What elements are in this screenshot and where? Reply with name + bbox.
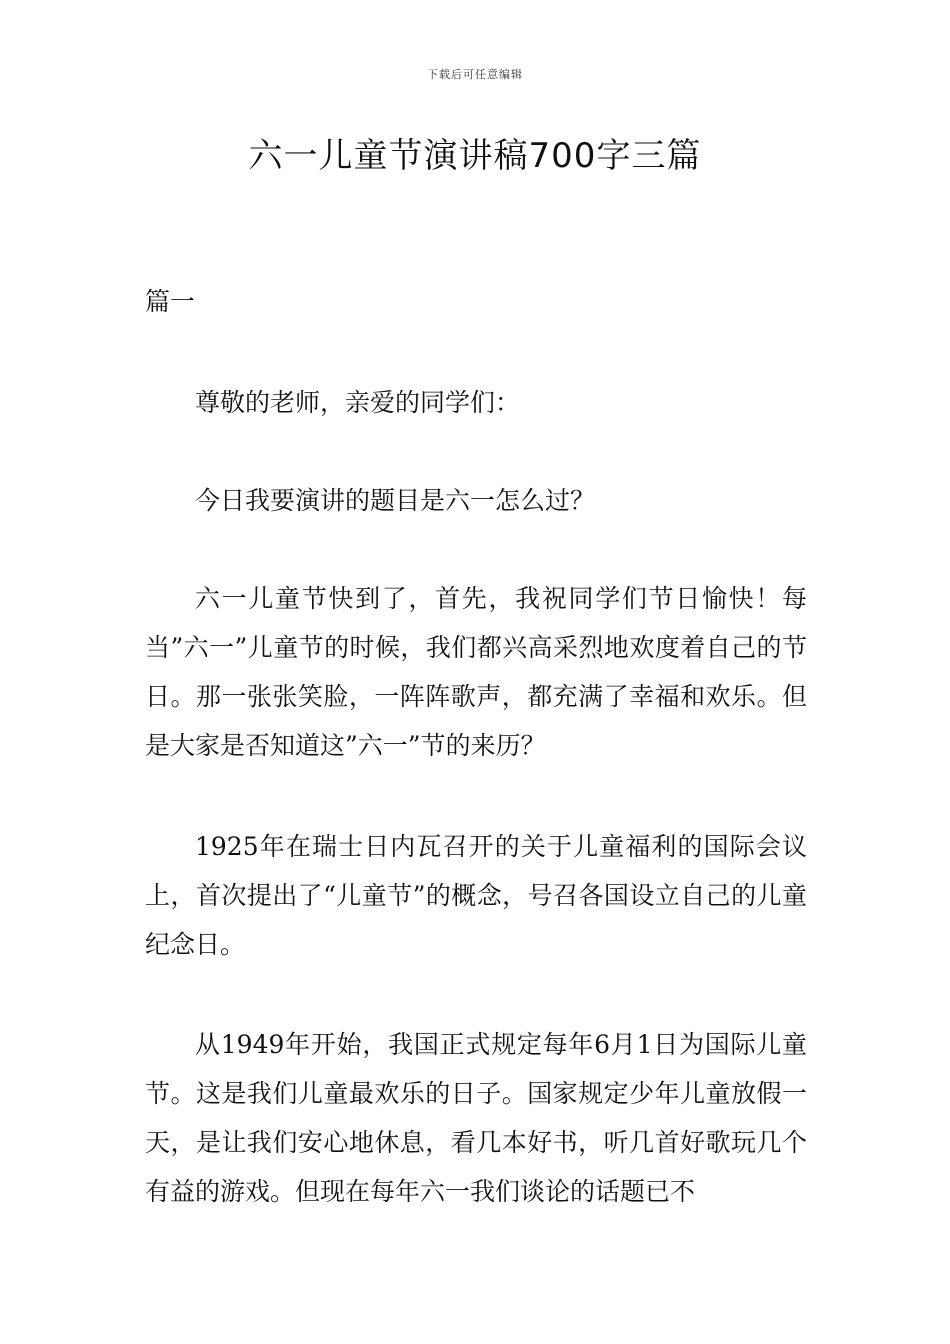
section-label: 篇一 [145, 287, 196, 316]
paragraph-greeting: 尊敬的老师，亲爱的同学们： [195, 388, 521, 417]
paragraph-topic: 今日我要演讲的题目是六一怎么过？ [195, 486, 596, 515]
paragraph-history: 1925年在瑞士日内瓦召开的关于儿童福利的国际会议上，首次提出了“儿童节”的概念，号召各国设立自己的儿童纪念日。 [145, 832, 807, 959]
header-note: 下载后可任意编辑 [427, 68, 523, 81]
document-title: 六一儿童节演讲稿700字三篇 [248, 136, 702, 176]
paragraph-intro: 六一儿童节快到了，首先，我祝同学们节日愉快！每当”六一”儿童节的时候，我们都兴高采烈地欢度着自己的节日。那一张张笑脸，一阵阵歌声，都充满了幸福和欢乐。但是大家是否知道这”六一”节的来历？ [145, 584, 807, 760]
paragraph-since-1949: 从1949年开始，我国正式规定每年6月1日为国际儿童节。这是我们儿童最欢乐的日子。国家规定少年儿童放假一天，是让我们安心地休息，看几本好书，听几首好歌玩几个有益的游戏。但现在每年六一我们谈论的话题已不 [145, 1030, 807, 1206]
